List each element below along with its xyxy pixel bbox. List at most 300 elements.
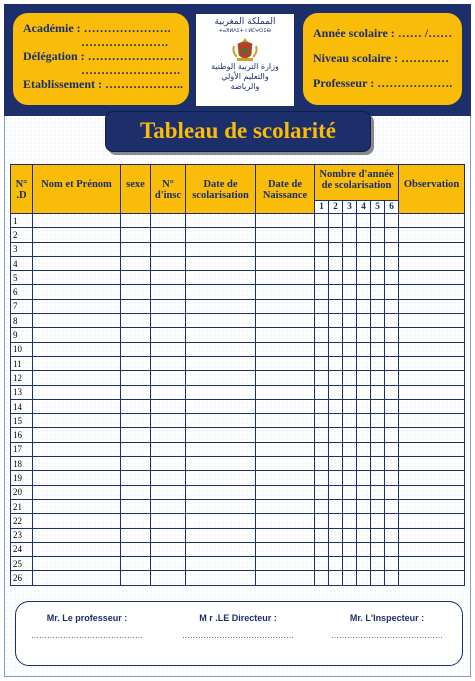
table-cell[interactable]: [256, 356, 315, 370]
table-cell[interactable]: [186, 399, 256, 413]
table-cell[interactable]: [186, 514, 256, 528]
table-cell[interactable]: [33, 356, 121, 370]
table-cell[interactable]: [186, 485, 256, 499]
table-cell[interactable]: [357, 428, 371, 442]
table-cell[interactable]: [151, 271, 186, 285]
table-cell[interactable]: [151, 457, 186, 471]
table-cell[interactable]: [33, 256, 121, 270]
table-cell[interactable]: [315, 356, 329, 370]
table-cell[interactable]: [357, 228, 371, 242]
table-cell[interactable]: [315, 285, 329, 299]
table-cell[interactable]: [343, 371, 357, 385]
table-cell[interactable]: [399, 256, 465, 270]
table-cell[interactable]: [121, 214, 151, 228]
table-cell[interactable]: [371, 428, 385, 442]
table-cell[interactable]: [256, 214, 315, 228]
table-cell[interactable]: [329, 514, 343, 528]
table-cell[interactable]: [329, 299, 343, 313]
table-cell[interactable]: [33, 342, 121, 356]
table-cell[interactable]: [357, 471, 371, 485]
table-cell[interactable]: [343, 385, 357, 399]
table-cell[interactable]: [121, 471, 151, 485]
table-cell[interactable]: [399, 442, 465, 456]
table-cell[interactable]: [121, 428, 151, 442]
table-cell[interactable]: [385, 528, 399, 542]
table-cell[interactable]: [385, 471, 399, 485]
table-cell[interactable]: [371, 385, 385, 399]
table-cell[interactable]: [186, 214, 256, 228]
table-cell[interactable]: [121, 242, 151, 256]
table-cell[interactable]: [151, 342, 186, 356]
table-cell[interactable]: [33, 271, 121, 285]
table-cell[interactable]: [121, 256, 151, 270]
table-cell[interactable]: [186, 314, 256, 328]
table-cell[interactable]: [121, 285, 151, 299]
table-cell[interactable]: [315, 528, 329, 542]
table-cell[interactable]: [256, 285, 315, 299]
table-cell[interactable]: [371, 314, 385, 328]
table-cell[interactable]: [315, 214, 329, 228]
table-cell[interactable]: [151, 428, 186, 442]
table-cell[interactable]: [343, 514, 357, 528]
table-cell[interactable]: [151, 256, 186, 270]
table-cell[interactable]: [371, 328, 385, 342]
table-cell[interactable]: [33, 414, 121, 428]
table-cell[interactable]: [357, 214, 371, 228]
table-cell[interactable]: [256, 485, 315, 499]
table-cell[interactable]: [329, 428, 343, 442]
table-cell[interactable]: [399, 285, 465, 299]
table-cell[interactable]: [256, 571, 315, 585]
table-cell[interactable]: [33, 299, 121, 313]
table-cell[interactable]: [151, 356, 186, 370]
table-cell[interactable]: [343, 242, 357, 256]
table-cell[interactable]: [343, 571, 357, 585]
table-cell[interactable]: [329, 442, 343, 456]
table-cell[interactable]: [121, 299, 151, 313]
table-cell[interactable]: [399, 514, 465, 528]
table-cell[interactable]: [399, 228, 465, 242]
table-cell[interactable]: [385, 371, 399, 385]
table-cell[interactable]: [121, 385, 151, 399]
table-cell[interactable]: [151, 385, 186, 399]
table-cell[interactable]: [121, 457, 151, 471]
table-cell[interactable]: [371, 514, 385, 528]
table-cell[interactable]: [151, 571, 186, 585]
table-cell[interactable]: [357, 414, 371, 428]
table-cell[interactable]: [371, 285, 385, 299]
table-cell[interactable]: [256, 299, 315, 313]
table-cell[interactable]: [186, 499, 256, 513]
table-cell[interactable]: [186, 457, 256, 471]
table-cell[interactable]: [315, 428, 329, 442]
table-cell[interactable]: [329, 271, 343, 285]
table-cell[interactable]: [151, 228, 186, 242]
table-cell[interactable]: [385, 299, 399, 313]
table-cell[interactable]: [371, 528, 385, 542]
table-cell[interactable]: [371, 342, 385, 356]
table-cell[interactable]: [315, 471, 329, 485]
table-cell[interactable]: [343, 342, 357, 356]
table-cell[interactable]: [399, 371, 465, 385]
table-cell[interactable]: [343, 485, 357, 499]
table-cell[interactable]: [121, 442, 151, 456]
table-cell[interactable]: [151, 328, 186, 342]
table-cell[interactable]: [256, 228, 315, 242]
table-cell[interactable]: [371, 371, 385, 385]
table-cell[interactable]: [256, 385, 315, 399]
table-cell[interactable]: [33, 571, 121, 585]
table-cell[interactable]: [357, 271, 371, 285]
table-cell[interactable]: [371, 414, 385, 428]
table-cell[interactable]: [329, 457, 343, 471]
table-cell[interactable]: [121, 342, 151, 356]
table-cell[interactable]: [371, 442, 385, 456]
table-cell[interactable]: [33, 457, 121, 471]
table-cell[interactable]: [121, 314, 151, 328]
table-cell[interactable]: [121, 328, 151, 342]
table-cell[interactable]: [385, 285, 399, 299]
table-cell[interactable]: [399, 457, 465, 471]
table-cell[interactable]: [343, 428, 357, 442]
table-cell[interactable]: [385, 214, 399, 228]
table-cell[interactable]: [256, 414, 315, 428]
table-cell[interactable]: [151, 414, 186, 428]
table-cell[interactable]: [121, 371, 151, 385]
table-cell[interactable]: [385, 228, 399, 242]
table-cell[interactable]: [121, 399, 151, 413]
table-cell[interactable]: [343, 542, 357, 556]
table-cell[interactable]: [343, 271, 357, 285]
table-cell[interactable]: [151, 242, 186, 256]
table-cell[interactable]: [357, 328, 371, 342]
table-cell[interactable]: [329, 399, 343, 413]
table-cell[interactable]: [186, 528, 256, 542]
table-cell[interactable]: [357, 557, 371, 571]
table-cell[interactable]: [399, 428, 465, 442]
table-cell[interactable]: [399, 571, 465, 585]
table-cell[interactable]: [343, 457, 357, 471]
table-cell[interactable]: [315, 442, 329, 456]
table-cell[interactable]: [399, 414, 465, 428]
table-cell[interactable]: [357, 514, 371, 528]
table-cell[interactable]: [315, 557, 329, 571]
table-cell[interactable]: [329, 356, 343, 370]
table-cell[interactable]: [329, 471, 343, 485]
table-cell[interactable]: [329, 285, 343, 299]
table-cell[interactable]: [151, 514, 186, 528]
table-cell[interactable]: [329, 371, 343, 385]
table-cell[interactable]: [343, 299, 357, 313]
table-cell[interactable]: [186, 414, 256, 428]
table-cell[interactable]: [385, 271, 399, 285]
table-cell[interactable]: [357, 542, 371, 556]
table-cell[interactable]: [329, 228, 343, 242]
table-cell[interactable]: [315, 385, 329, 399]
table-cell[interactable]: [315, 399, 329, 413]
table-cell[interactable]: [256, 528, 315, 542]
table-cell[interactable]: [385, 457, 399, 471]
table-cell[interactable]: [385, 499, 399, 513]
table-cell[interactable]: [343, 328, 357, 342]
table-cell[interactable]: [315, 314, 329, 328]
table-cell[interactable]: [151, 299, 186, 313]
table-cell[interactable]: [315, 542, 329, 556]
table-cell[interactable]: [343, 285, 357, 299]
table-cell[interactable]: [357, 385, 371, 399]
table-cell[interactable]: [357, 356, 371, 370]
table-cell[interactable]: [315, 571, 329, 585]
table-cell[interactable]: [385, 571, 399, 585]
table-cell[interactable]: [357, 371, 371, 385]
table-cell[interactable]: [371, 571, 385, 585]
table-cell[interactable]: [343, 557, 357, 571]
table-cell[interactable]: [256, 256, 315, 270]
table-cell[interactable]: [399, 328, 465, 342]
table-cell[interactable]: [343, 356, 357, 370]
table-cell[interactable]: [385, 542, 399, 556]
table-cell[interactable]: [385, 242, 399, 256]
table-cell[interactable]: [329, 499, 343, 513]
table-cell[interactable]: [256, 514, 315, 528]
table-cell[interactable]: [151, 471, 186, 485]
table-cell[interactable]: [151, 442, 186, 456]
table-cell[interactable]: [151, 214, 186, 228]
table-cell[interactable]: [399, 314, 465, 328]
table-cell[interactable]: [315, 499, 329, 513]
table-cell[interactable]: [385, 385, 399, 399]
table-cell[interactable]: [256, 342, 315, 356]
table-cell[interactable]: [186, 356, 256, 370]
table-cell[interactable]: [151, 528, 186, 542]
table-cell[interactable]: [343, 228, 357, 242]
table-cell[interactable]: [151, 399, 186, 413]
table-cell[interactable]: [151, 499, 186, 513]
table-cell[interactable]: [371, 457, 385, 471]
table-cell[interactable]: [399, 356, 465, 370]
table-cell[interactable]: [357, 457, 371, 471]
table-cell[interactable]: [315, 328, 329, 342]
table-cell[interactable]: [371, 471, 385, 485]
table-cell[interactable]: [343, 414, 357, 428]
table-cell[interactable]: [371, 557, 385, 571]
table-cell[interactable]: [256, 542, 315, 556]
table-cell[interactable]: [33, 242, 121, 256]
table-cell[interactable]: [357, 242, 371, 256]
table-cell[interactable]: [33, 371, 121, 385]
table-cell[interactable]: [385, 428, 399, 442]
table-cell[interactable]: [33, 399, 121, 413]
table-cell[interactable]: [329, 528, 343, 542]
table-cell[interactable]: [33, 228, 121, 242]
table-cell[interactable]: [385, 256, 399, 270]
table-cell[interactable]: [329, 314, 343, 328]
table-cell[interactable]: [33, 328, 121, 342]
table-cell[interactable]: [33, 442, 121, 456]
table-cell[interactable]: [357, 571, 371, 585]
table-cell[interactable]: [33, 485, 121, 499]
table-cell[interactable]: [33, 214, 121, 228]
table-cell[interactable]: [329, 256, 343, 270]
table-cell[interactable]: [399, 342, 465, 356]
table-cell[interactable]: [343, 399, 357, 413]
table-cell[interactable]: [357, 499, 371, 513]
table-cell[interactable]: [371, 299, 385, 313]
table-cell[interactable]: [186, 428, 256, 442]
table-cell[interactable]: [357, 314, 371, 328]
table-cell[interactable]: [256, 442, 315, 456]
table-cell[interactable]: [256, 457, 315, 471]
table-cell[interactable]: [399, 385, 465, 399]
table-cell[interactable]: [399, 542, 465, 556]
table-cell[interactable]: [399, 299, 465, 313]
table-cell[interactable]: [186, 385, 256, 399]
table-cell[interactable]: [343, 214, 357, 228]
table-cell[interactable]: [256, 428, 315, 442]
table-cell[interactable]: [329, 385, 343, 399]
table-cell[interactable]: [315, 242, 329, 256]
table-cell[interactable]: [186, 471, 256, 485]
table-cell[interactable]: [371, 228, 385, 242]
table-cell[interactable]: [33, 528, 121, 542]
table-cell[interactable]: [399, 271, 465, 285]
table-cell[interactable]: [151, 542, 186, 556]
table-cell[interactable]: [33, 428, 121, 442]
table-cell[interactable]: [343, 256, 357, 270]
table-cell[interactable]: [315, 457, 329, 471]
table-cell[interactable]: [256, 328, 315, 342]
table-cell[interactable]: [329, 557, 343, 571]
table-cell[interactable]: [385, 442, 399, 456]
table-cell[interactable]: [399, 557, 465, 571]
table-cell[interactable]: [256, 557, 315, 571]
table-cell[interactable]: [33, 542, 121, 556]
table-cell[interactable]: [186, 442, 256, 456]
table-cell[interactable]: [121, 557, 151, 571]
table-cell[interactable]: [186, 342, 256, 356]
table-cell[interactable]: [33, 285, 121, 299]
table-cell[interactable]: [315, 371, 329, 385]
table-cell[interactable]: [371, 256, 385, 270]
table-cell[interactable]: [186, 242, 256, 256]
table-cell[interactable]: [256, 499, 315, 513]
table-cell[interactable]: [371, 399, 385, 413]
table-cell[interactable]: [33, 385, 121, 399]
table-cell[interactable]: [121, 542, 151, 556]
table-cell[interactable]: [343, 442, 357, 456]
table-cell[interactable]: [329, 542, 343, 556]
table-cell[interactable]: [33, 499, 121, 513]
table-cell[interactable]: [186, 228, 256, 242]
table-cell[interactable]: [371, 242, 385, 256]
table-cell[interactable]: [33, 514, 121, 528]
table-cell[interactable]: [329, 414, 343, 428]
table-cell[interactable]: [371, 542, 385, 556]
table-cell[interactable]: [357, 342, 371, 356]
table-cell[interactable]: [256, 242, 315, 256]
table-cell[interactable]: [186, 328, 256, 342]
table-cell[interactable]: [343, 499, 357, 513]
table-cell[interactable]: [357, 256, 371, 270]
table-cell[interactable]: [343, 528, 357, 542]
table-cell[interactable]: [315, 299, 329, 313]
table-cell[interactable]: [329, 214, 343, 228]
table-cell[interactable]: [151, 285, 186, 299]
table-cell[interactable]: [315, 485, 329, 499]
table-cell[interactable]: [186, 371, 256, 385]
table-cell[interactable]: [329, 328, 343, 342]
table-cell[interactable]: [186, 542, 256, 556]
table-cell[interactable]: [186, 299, 256, 313]
table-cell[interactable]: [399, 242, 465, 256]
table-cell[interactable]: [121, 514, 151, 528]
table-cell[interactable]: [121, 499, 151, 513]
table-cell[interactable]: [329, 485, 343, 499]
table-cell[interactable]: [371, 356, 385, 370]
table-cell[interactable]: [399, 528, 465, 542]
table-cell[interactable]: [121, 571, 151, 585]
table-cell[interactable]: [33, 471, 121, 485]
table-cell[interactable]: [121, 485, 151, 499]
table-cell[interactable]: [315, 271, 329, 285]
table-cell[interactable]: [329, 571, 343, 585]
table-cell[interactable]: [315, 514, 329, 528]
table-cell[interactable]: [385, 328, 399, 342]
table-cell[interactable]: [343, 471, 357, 485]
table-cell[interactable]: [357, 485, 371, 499]
table-cell[interactable]: [385, 342, 399, 356]
table-cell[interactable]: [399, 399, 465, 413]
table-cell[interactable]: [357, 528, 371, 542]
table-cell[interactable]: [151, 314, 186, 328]
table-cell[interactable]: [357, 399, 371, 413]
table-cell[interactable]: [385, 414, 399, 428]
table-cell[interactable]: [151, 485, 186, 499]
table-cell[interactable]: [357, 285, 371, 299]
table-cell[interactable]: [385, 485, 399, 499]
table-cell[interactable]: [385, 557, 399, 571]
table-cell[interactable]: [385, 399, 399, 413]
table-cell[interactable]: [371, 485, 385, 499]
table-cell[interactable]: [121, 356, 151, 370]
table-cell[interactable]: [33, 557, 121, 571]
table-cell[interactable]: [151, 371, 186, 385]
table-cell[interactable]: [329, 342, 343, 356]
table-cell[interactable]: [121, 271, 151, 285]
table-cell[interactable]: [256, 471, 315, 485]
table-cell[interactable]: [121, 228, 151, 242]
table-cell[interactable]: [371, 214, 385, 228]
table-cell[interactable]: [121, 528, 151, 542]
table-cell[interactable]: [385, 314, 399, 328]
table-cell[interactable]: [186, 571, 256, 585]
table-cell[interactable]: [399, 214, 465, 228]
table-cell[interactable]: [186, 285, 256, 299]
table-cell[interactable]: [315, 256, 329, 270]
table-cell[interactable]: [186, 271, 256, 285]
table-cell[interactable]: [256, 371, 315, 385]
table-cell[interactable]: [151, 557, 186, 571]
table-cell[interactable]: [186, 256, 256, 270]
table-cell[interactable]: [399, 471, 465, 485]
table-cell[interactable]: [357, 299, 371, 313]
table-cell[interactable]: [371, 271, 385, 285]
table-cell[interactable]: [399, 485, 465, 499]
table-cell[interactable]: [256, 399, 315, 413]
table-cell[interactable]: [399, 499, 465, 513]
table-cell[interactable]: [385, 356, 399, 370]
table-cell[interactable]: [371, 499, 385, 513]
